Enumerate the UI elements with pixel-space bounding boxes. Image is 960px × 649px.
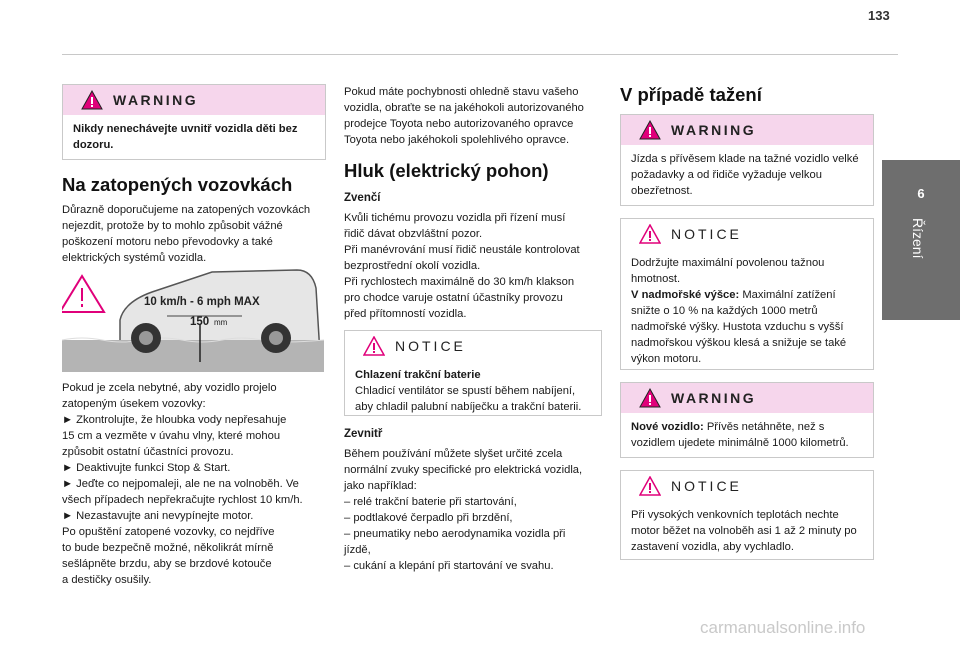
warning-text: Přívěs netáhněte, než s vozidlem ujedete minimálně 1000 kilometrů. xyxy=(631,421,849,449)
column-1-text xyxy=(62,380,332,588)
text-line: a destičky osušily. xyxy=(62,574,152,586)
warning-label: WARNING xyxy=(671,122,757,138)
text-line: – cukání a klepání při startování ve svahu. xyxy=(344,560,554,572)
warning-label: WARNING xyxy=(671,390,757,406)
notice-text: Dodržujte maximální povolenou tažnou hmotnost. xyxy=(631,257,825,285)
warning-box xyxy=(62,84,326,160)
text-line: Po opuštění zatopené vozovky, co nejdříve xyxy=(62,526,275,538)
column-3 xyxy=(620,84,874,560)
notice-label: NOTICE xyxy=(671,478,742,494)
warning-triangle-icon xyxy=(639,120,661,140)
notice-label: NOTICE xyxy=(395,338,466,354)
text-line: Při rychlostech maximálně do 30 km/h klakson xyxy=(344,276,575,288)
flood-instructions xyxy=(62,380,332,588)
text-line: 15 cm a vezměte v úvahu vlny, které mohou xyxy=(62,430,281,442)
text-line: – podtlakové čerpadlo při brzdění, xyxy=(344,512,513,524)
intro-text: Důrazně doporučujeme na zatopených vozovkách nejezdit, protože by to mohlo způsobit vážné poškození motoru nebo převodovky a také elektrických systémů vozidla. xyxy=(62,204,311,264)
text-line: Při manévrování musí řidič neustále kontrolovat xyxy=(344,244,580,256)
notice-label: NOTICE xyxy=(671,226,742,242)
text-line: Během používání můžete slyšet určité zcela xyxy=(344,448,563,460)
car-in-water-image xyxy=(62,268,324,372)
text-line: Kvůli tichému provozu vozidla při řízení musí xyxy=(344,212,566,224)
inside-text xyxy=(344,446,602,574)
text-line: sešlápněte brzdu, aby se brzdové kotouče xyxy=(62,558,272,570)
watermark: carmanualsonline.info xyxy=(700,618,866,637)
notice-triangle-icon xyxy=(639,224,661,244)
chapter-number: 6 xyxy=(917,186,925,201)
warning-triangle-icon xyxy=(81,90,103,110)
notice-altitude-text: Maximální zatížení snižte o 10 % na každých 1000 metrů nadmořské výšky. Hustota vzduchu s vyšší nadmořskou výškou klesá a snižuje se také výkon motoru. xyxy=(631,289,847,365)
outside-text xyxy=(344,210,602,322)
text-line: všech případech nepřekračujte rychlost 10 km/h. xyxy=(62,494,303,506)
warning-bold: Nové vozidlo: xyxy=(631,421,704,433)
notice-header xyxy=(621,219,873,249)
text-line: prodejce Toyota nebo autorizovaného opravce xyxy=(344,118,574,130)
text-line: ► Nezastavujte ani nevypínejte motor. xyxy=(62,510,254,522)
warning-text: Jízda s přívěsem klade na tažné vozidlo velké požadavky a od řidiče vyžaduje velkou obezřetnost. xyxy=(631,153,859,197)
notice-header xyxy=(621,471,873,501)
notice-body xyxy=(345,361,601,423)
warning-body xyxy=(621,413,873,459)
text-line: způsobit ostatní účastníci provozu. xyxy=(62,446,234,458)
subheading-inside: Zevnitř xyxy=(344,428,383,440)
notice-triangle-icon xyxy=(363,336,385,356)
notice-triangle-icon xyxy=(639,476,661,496)
notice-header xyxy=(345,331,601,361)
subheading-outside: Zvenčí xyxy=(344,192,381,204)
warning-text: Nikdy nenechávejte uvnitř vozidla děti bez dozoru. xyxy=(73,123,298,151)
chapter-label: Řízení xyxy=(910,218,926,259)
page-number: 133 xyxy=(868,8,890,23)
text-line: ► Jeďte co nejpomaleji, ale ne na volnoběh. Ve xyxy=(62,478,299,490)
text-line: – relé trakční baterie při startování, xyxy=(344,496,517,508)
text-line: před přítomností vozidla. xyxy=(344,308,467,320)
warning-header xyxy=(621,383,873,413)
depth-unit: mm xyxy=(214,318,228,327)
text-line: jízdě, xyxy=(344,544,371,556)
text-line: – pneumatiky nebo aerodynamika vozidla při xyxy=(344,528,566,540)
notice-altitude xyxy=(631,287,863,367)
warning-header xyxy=(621,115,873,145)
text-line: Pokud máte pochybnosti ohledně stavu vašeho xyxy=(344,86,579,98)
depth-value: 150 xyxy=(190,316,210,328)
notice-box xyxy=(620,218,874,370)
intro-paragraph xyxy=(344,84,602,148)
flood-illustration xyxy=(62,268,324,372)
text-line: bezprostřední okolí vozidla. xyxy=(344,260,481,272)
text-line: to bude bezpečně možné, několikrát mírně xyxy=(62,542,274,554)
notice-title: Chlazení trakční baterie xyxy=(355,369,481,381)
text-line: vozidla, obraťte se na jakéhokoli autorizovaného xyxy=(344,102,584,114)
warning-header xyxy=(63,85,325,115)
notice-body xyxy=(621,249,873,375)
text-line: pro chodce varuje ostatní účastníky provozu xyxy=(344,292,563,304)
text-line: řidič dávat obzvláštní pozor. xyxy=(344,228,483,240)
speed-limit-label: 10 km/h - 6 mph MAX xyxy=(144,296,260,308)
notice-text: Chladicí ventilátor se spustí během nabíjení, aby chladil palubní nabíječku a trakční baterii. xyxy=(355,385,582,413)
section-heading: Na zatopených vozovkách xyxy=(62,174,293,195)
warning-triangle-icon xyxy=(639,388,661,408)
section-heading: V případě tažení xyxy=(620,84,762,105)
warning-label: WARNING xyxy=(113,92,199,108)
text-line: Pokud je zcela nebytné, aby vozidlo projelo xyxy=(62,382,277,394)
notice-box xyxy=(620,470,874,560)
text-line: Toyota nebo jakéhokoli spolehlivého opravce. xyxy=(344,134,570,146)
text-line: normální zvuky specifické pro elektrická vozidla, xyxy=(344,464,583,476)
notice-text: Při vysokých venkovních teplotách nechte motor běžet na volnoběh asi 1 až 2 minuty po zastavení vozidla, aby vychladlo. xyxy=(631,509,857,553)
warning-box xyxy=(620,114,874,206)
column-2 xyxy=(344,84,602,574)
notice-box xyxy=(344,330,602,416)
text-line: jako například: xyxy=(344,480,417,492)
section-heading: Hluk (elektrický pohon) xyxy=(344,160,549,181)
warning-box xyxy=(620,382,874,458)
header-divider xyxy=(62,54,898,55)
notice-bold: V nadmořské výšce: xyxy=(631,289,740,301)
column-1 xyxy=(62,84,326,266)
text-line: zatopeným úsekem vozovky: xyxy=(62,398,206,410)
chapter-tab[interactable] xyxy=(882,160,960,320)
text-line: ► Deaktivujte funkci Stop & Start. xyxy=(62,462,231,474)
text-line: ► Zkontrolujte, že hloubka vody nepřesahuje xyxy=(62,414,287,426)
